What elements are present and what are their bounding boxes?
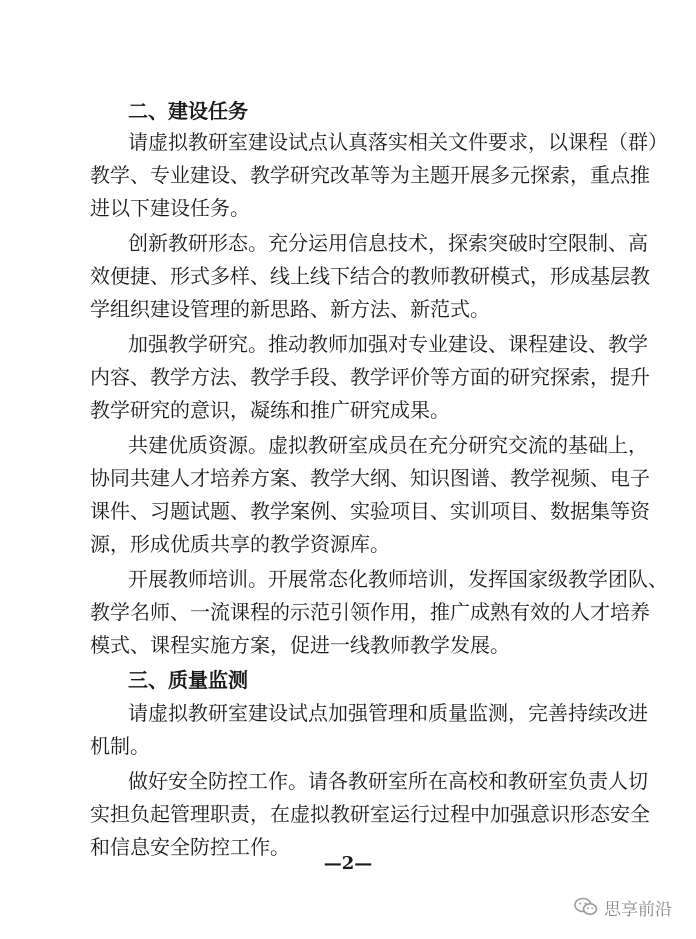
paragraph-line: 和信息安全防控工作。 [90,835,290,859]
paragraph-line: 课件、习题试题、教学案例、实验项目、实训项目、数据集等资 [90,499,650,523]
paragraph-line: 协同共建人才培养方案、教学大纲、知识图谱、教学视频、电子 [90,466,650,490]
paragraph-line: 机制。 [90,734,150,758]
wechat-icon [574,897,598,917]
paragraph-line: 学组织建设管理的新思路、新方法、新范式。 [90,297,490,321]
paragraph-line: 请虚拟教研室建设试点认真落实相关文件要求，以课程（群） [128,130,668,154]
paragraph-line: 内容、教学方法、教学手段、教学评价等方面的研究探索，提升 [90,365,650,389]
section-heading-2: 二、建设任务 [128,99,248,123]
paragraph-line: 效便捷、形式多样、线上线下结合的教师教研模式，形成基层教 [90,264,650,288]
paragraph-line: 做好安全防控工作。请各教研室所在高校和教研室负责人切 [128,769,648,793]
paragraph-line: 共建优质资源。虚拟教研室成员在充分研究交流的基础上， [128,433,648,457]
paragraph-line: 进以下建设任务。 [90,196,250,220]
paragraph-line: 源，形成优质共享的教学资源库。 [90,532,390,556]
watermark-text: 思享前沿 [604,899,672,920]
paragraph-line: 请虚拟教研室建设试点加强管理和质量监测，完善持续改进 [128,701,648,725]
watermark [574,893,672,921]
section-heading-3: 三、质量监测 [128,668,248,692]
paragraph-line: 创新教研形态。充分运用信息技术，探索突破时空限制、高 [128,231,648,255]
paragraph-line: 模式、课程实施方案，促进一线教师教学发展。 [90,633,510,657]
paragraph-line: 教学名师、一流课程的示范引领作用，推广成熟有效的人才培养 [90,600,650,624]
paragraph-line: 开展教师培训。开展常态化教师培训，发挥国家级教学团队、 [128,567,668,591]
paragraph-line: 教学、专业建设、教学研究改革等为主题开展多元探索，重点推 [90,163,650,187]
page-number: —2— [323,853,373,874]
paragraph-line: 实担负起管理职责，在虚拟教研室运行过程中加强意识形态安全 [90,802,650,826]
paragraph-line: 教学研究的意识，凝练和推广研究成果。 [90,398,450,422]
paragraph-line: 加强教学研究。推动教师加强对专业建设、课程建设、教学 [128,332,648,356]
